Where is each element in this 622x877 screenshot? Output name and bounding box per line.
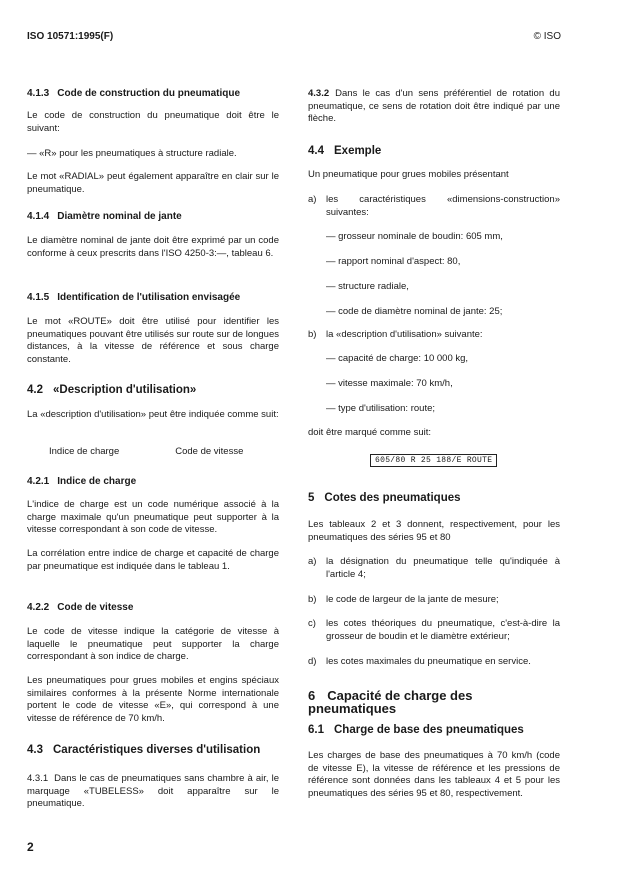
spec-item: — vitesse maximale: 70 km/h,	[326, 378, 453, 389]
page-number: 2	[27, 840, 34, 854]
list-item-b: b) la «description d'utilisation» suivante:	[308, 329, 483, 340]
heading-6: 6 Capacité de charge des pneumatiques	[308, 688, 473, 716]
paragraph: Un pneumatique pour grues mobiles présentant	[308, 169, 509, 180]
spec-item: — grosseur nominale de boudin: 605 mm,	[326, 231, 503, 242]
list-item-a: a) les caractéristiques «dimensions-construction» suivantes:	[308, 194, 560, 218]
heading-4-3: 4.3 Caractéristiques diverses d'utilisation	[27, 744, 261, 756]
page-header	[27, 31, 561, 42]
paragraph: 4.3.1 Dans le cas de pneumatiques sans chambre à air, le marquage «TUBELESS» doit apparaître sur le pneumatique.	[27, 773, 279, 810]
heading-4-4: 4.4 Exemple	[308, 145, 382, 157]
spec-item: — type d'utilisation: route;	[326, 403, 436, 414]
paragraph: La corrélation entre indice de charge et capacité de charge par pneumatique est indiquée dans le tableau 1.	[27, 548, 279, 572]
list-item: d) les cotes maximales du pneumatique en service.	[308, 656, 531, 667]
paragraph: Le mot «RADIAL» peut également apparaître en clair sur le pneumatique.	[27, 171, 279, 195]
list-item: — «R» pour les pneumatiques à structure radiale.	[27, 148, 237, 159]
paragraph: Le diamètre nominal de jante doit être exprimé par un code conforme à ceux prescrits dans l'ISO 4250-3:—, tableau 6.	[27, 235, 279, 259]
paragraph: Le code de vitesse indique la catégorie de vitesse à laquelle le pneumatique peut supporter la charge correspondant à son indice de charge.	[27, 626, 279, 663]
heading-4-1-4: 4.1.4 Diamètre nominal de jante	[27, 211, 182, 222]
spec-item: — rapport nominal d'aspect: 80,	[326, 256, 461, 267]
paragraph: Le mot «ROUTE» doit être utilisé pour identifier les pneumatiques pouvant être utilisés sur route sur de longues distances, à la vitesse de référence et sous charge constante.	[27, 316, 279, 365]
paragraph: Les tableaux 2 et 3 donnent, respectivement, pour les pneumatiques des séries 95 et 80	[308, 519, 560, 543]
heading-4-1-3: 4.1.3 Code de construction du pneumatique	[27, 88, 241, 99]
tyre-marking-box: 605/80 R 25 188/E ROUTE	[370, 454, 497, 467]
heading-4-2: 4.2 «Description d'utilisation»	[27, 384, 197, 396]
list-item: b) le code de largeur de la jante de mesure;	[308, 594, 499, 605]
heading-6-1: 6.1 Charge de base des pneumatiques	[308, 724, 524, 736]
paragraph: Les pneumatiques pour grues mobiles et engins spéciaux similaires conformes à la présente Norme internationale portent le code de vitesse «E», qui correspond à une vitesse de référence de 70 km/h.	[27, 675, 279, 724]
load-index-label: Indice de charge	[49, 446, 120, 457]
paragraph: Les charges de base des pneumatiques à 70 km/h (code de vitesse E), la vitesse de référence et les pressions de référence sont données dans les tableaux 4 et 5 pour les pneumatiques des séries 95 et 80, respectivement.	[308, 750, 560, 799]
spec-item: — structure radiale,	[326, 281, 409, 292]
list-item: a) la désignation du pneumatique telle qu'indiquée à l'article 4;	[308, 556, 560, 580]
service-description-fields	[27, 446, 279, 459]
heading-4-2-1: 4.2.1 Indice de charge	[27, 476, 137, 487]
paragraph: Le code de construction du pneumatique doit être le suivant:	[27, 110, 279, 134]
paragraph: L'indice de charge est un code numérique associé à la charge maximale qu'un pneumatique peut supporter à la vitesse correspondant à son code de vitesse.	[27, 499, 279, 536]
paragraph: 4.3.2 Dans le cas d'un sens préférentiel de rotation du pneumatique, ce sens de rotation doit être indiqué par une flèche.	[308, 88, 560, 125]
heading-4-2-2: 4.2.2 Code de vitesse	[27, 602, 134, 613]
speed-code-label: Code de vitesse	[175, 446, 244, 457]
list-item: c) les cotes théoriques du pneumatique, c'est-à-dire la grosseur de boudin et le diamètre extérieur;	[308, 618, 560, 642]
spec-item: — code de diamètre nominal de jante: 25;	[326, 306, 503, 317]
heading-5: 5 Cotes des pneumatiques	[308, 492, 461, 504]
heading-4-1-5: 4.1.5 Identification de l'utilisation envisagée	[27, 292, 241, 303]
paragraph: La «description d'utilisation» peut être indiquée comme suit:	[27, 409, 279, 420]
document-id: ISO 10571:1995(F)	[27, 31, 114, 42]
paragraph: doit être marqué comme suit:	[308, 427, 432, 438]
copyright-notice: © ISO	[533, 31, 561, 42]
spec-item: — capacité de charge: 10 000 kg,	[326, 353, 469, 364]
